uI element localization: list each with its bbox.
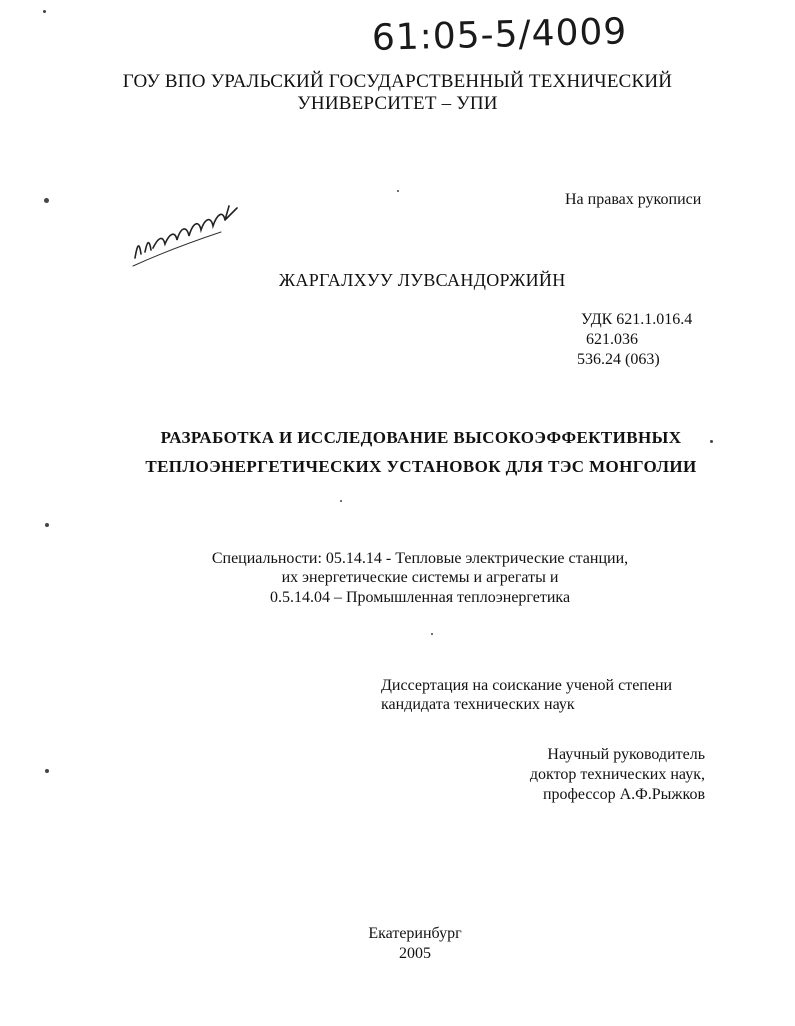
dissertation-title-line-2: ТЕПЛОЭНЕРГЕТИЧЕСКИХ УСТАНОВОК ДЛЯ ТЭС МОНГОЛИИ — [145, 457, 697, 476]
handwritten-signature-icon — [125, 196, 245, 276]
supervisor-line-1: Научный руководитель — [547, 746, 705, 763]
year: 2005 — [399, 945, 431, 962]
dissertation-degree-line-2: кандидата технических наук — [381, 696, 575, 713]
udc-line-1: УДК 621.1.016.4 — [581, 311, 693, 328]
organization-line-2: УНИВЕРСИТЕТ – УПИ — [297, 93, 498, 114]
specialties-line-1: Специальности: 05.14.14 - Тепловые электрические станции, — [211, 550, 629, 567]
specialties-line-2: их энергетические системы и агрегаты и — [281, 569, 559, 586]
city: Екатеринбург — [368, 925, 462, 942]
catalog-number: 61:05-5/4009 — [371, 11, 628, 59]
organization-line-1: ГОУ ВПО УРАЛЬСКИЙ ГОСУДАРСТВЕННЫЙ ТЕХНИЧЕСКИЙ — [122, 71, 673, 92]
scan-speck — [340, 500, 342, 502]
supervisor-line-2: доктор технических наук, — [529, 766, 705, 783]
supervisor-line-3: профессор А.Ф.Рыжков — [542, 786, 705, 803]
specialties-line-3: 0.5.14.04 – Промышленная теплоэнергетика — [269, 589, 571, 606]
udc-line-2: 621.036 — [586, 331, 638, 348]
scan-speck — [45, 523, 49, 527]
scan-speck — [710, 440, 713, 443]
scan-speck — [43, 10, 46, 13]
dissertation-title-line-1: РАЗРАБОТКА И ИССЛЕДОВАНИЕ ВЫСОКОЭФФЕКТИВНЫХ — [160, 428, 682, 447]
udc-line-3: 536.24 (063) — [577, 351, 660, 368]
scan-speck — [44, 198, 49, 203]
scan-speck — [431, 633, 433, 635]
rights-note: На правах рукописи — [565, 191, 702, 208]
scan-speck — [45, 769, 49, 773]
dissertation-degree-line-1: Диссертация на соискание ученой степени — [381, 677, 673, 694]
scan-speck — [397, 190, 399, 192]
author-name: ЖАРГАЛХУУ ЛУВСАНДОРЖИЙН — [279, 270, 566, 290]
